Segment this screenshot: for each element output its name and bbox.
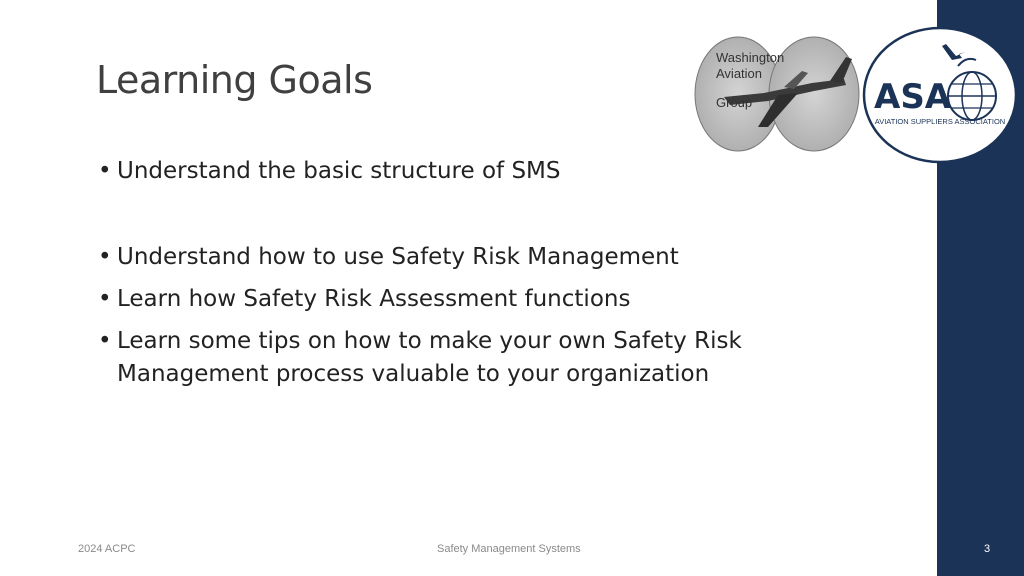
- bullet-item: • Learn some tips on how to make your own Safety Risk Management process valuable to your organization: [98, 325, 818, 391]
- footer-event: 2024 ACPC: [78, 543, 136, 555]
- asa-tagline: AVIATION SUPPLIERS ASSOCIATION: [874, 117, 1006, 126]
- bullet-item: • Understand the basic structure of SMS: [98, 155, 818, 188]
- bullet-item: • Learn how Safety Risk Assessment functions: [98, 283, 818, 316]
- wag-line3: Group: [716, 95, 753, 110]
- slide-title: Learning Goals: [96, 58, 373, 102]
- asa-logo: [862, 26, 1018, 164]
- wag-line1: Washington: [716, 50, 785, 65]
- bullet-list: [98, 155, 818, 391]
- asa-letters: ASA: [874, 77, 952, 117]
- wag-line2: Aviation: [716, 66, 763, 81]
- footer-topic: Safety Management Systems: [437, 543, 581, 555]
- page-number: 3: [984, 543, 991, 555]
- washington-aviation-group-logo: [694, 35, 860, 153]
- bullet-item: • Understand how to use Safety Risk Management: [98, 241, 818, 274]
